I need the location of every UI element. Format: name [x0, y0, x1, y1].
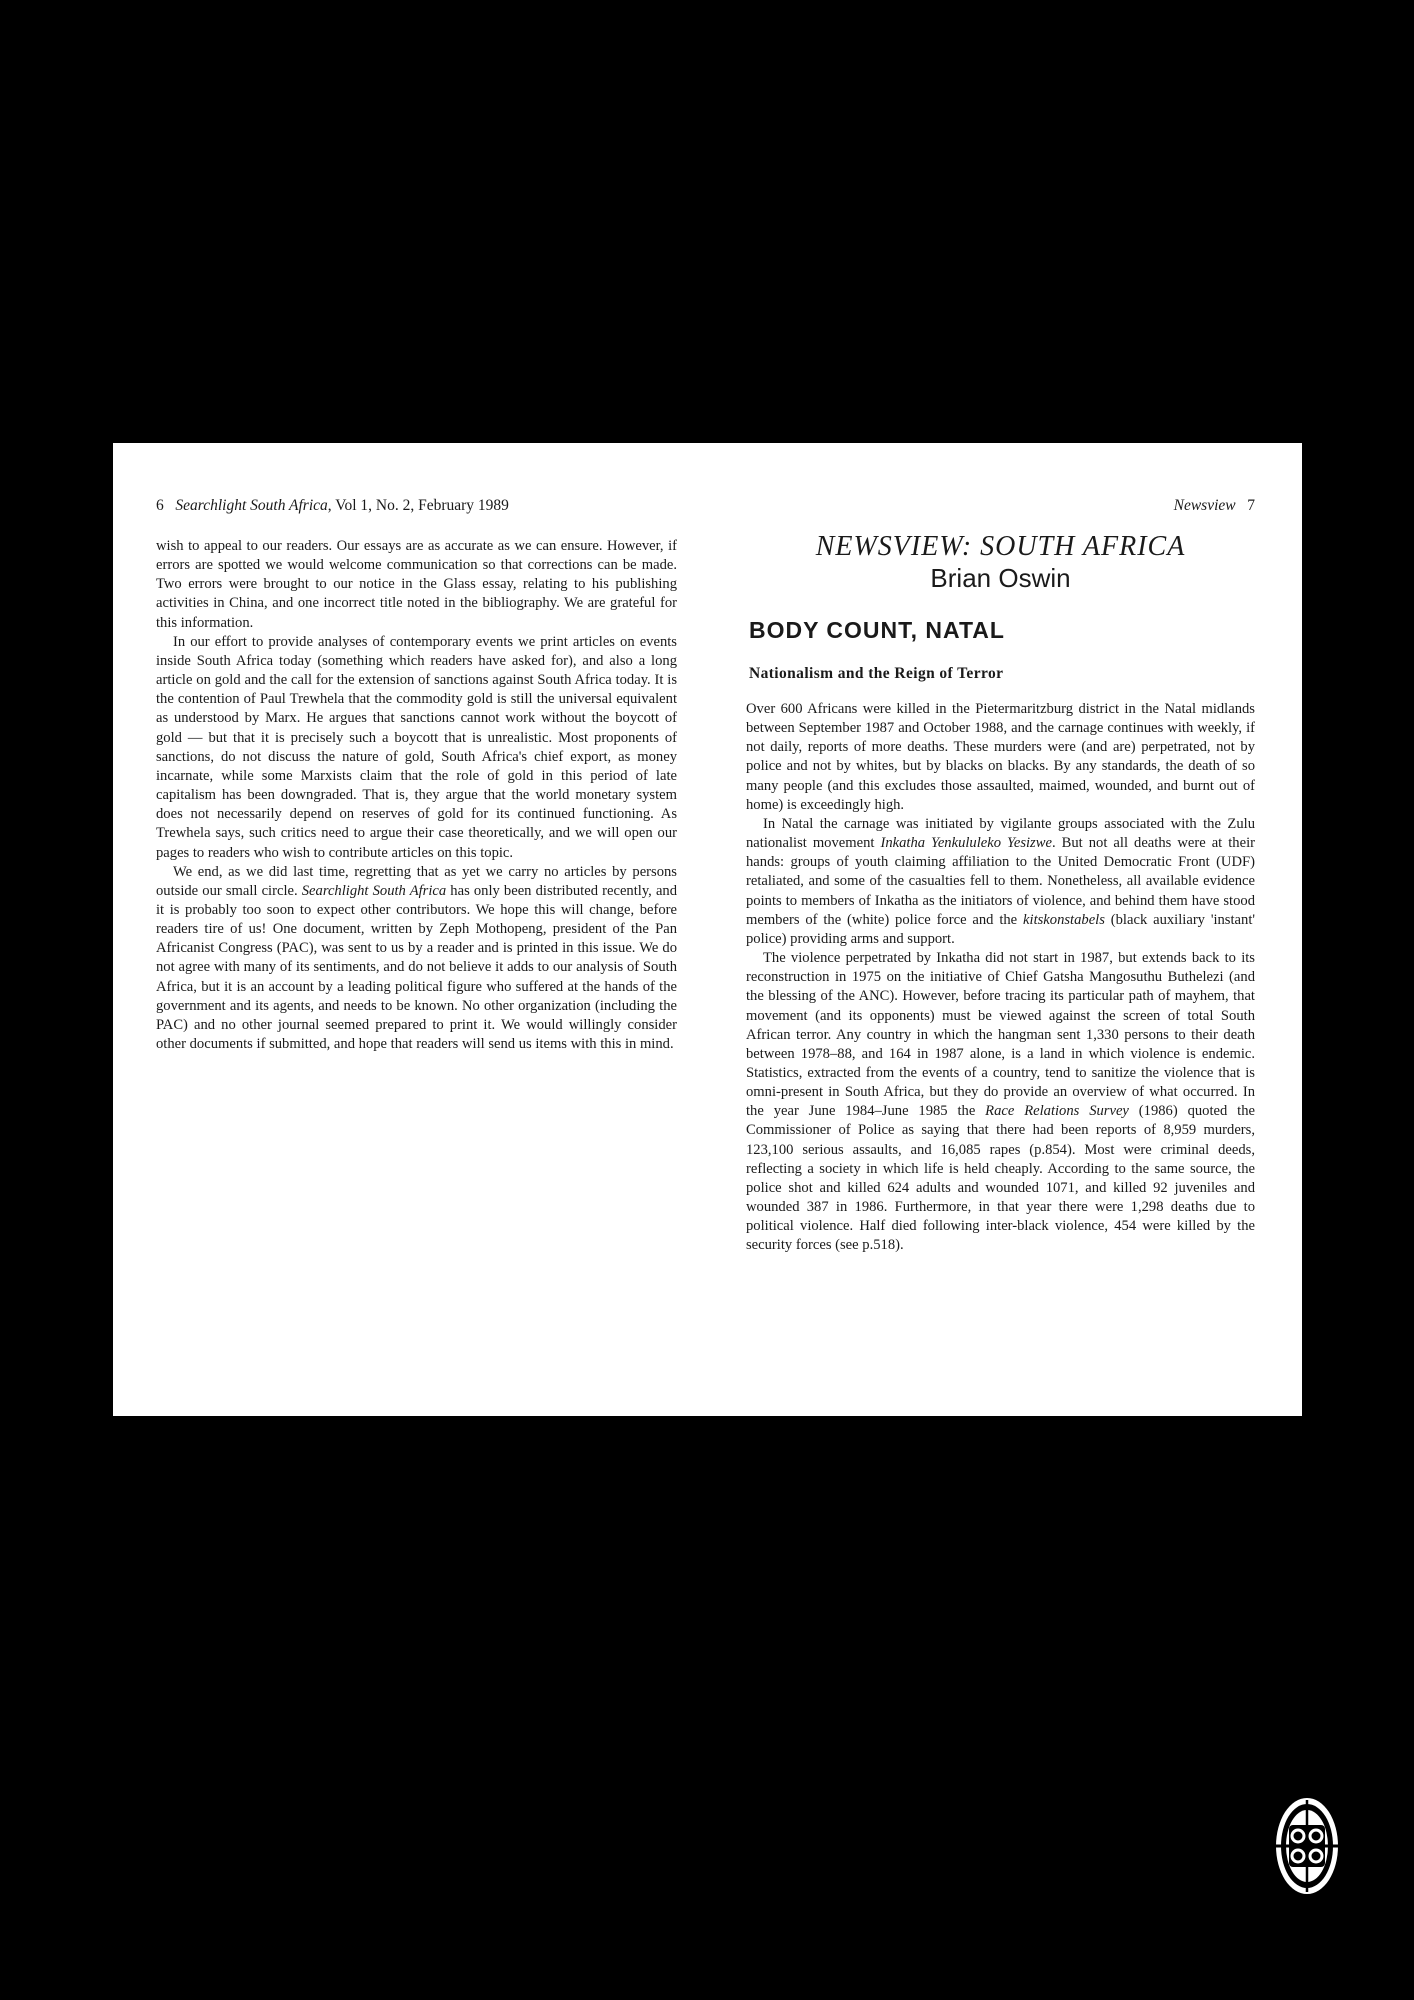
- paragraph: In Natal the carnage was initiated by vigilante groups associated with the Zulu nationalist movement Inkatha Yenkululeko Yesizwe. But not all deaths were at their hands: groups of youth claiming affiliation to the United Democratic Front (UDF) retaliated, and some of the casualties fell to them. Nonetheless, all available evidence points to members of Inkatha as the initiators of violence, and behind them have stood members of the (white) police force and the kitskonstabels (black auxiliary 'instant' police) providing arms and support.: [746, 815, 1256, 947]
- left-column-text: [156, 537, 677, 1054]
- section-subheading: Nationalism and the Reign of Terror: [749, 665, 1004, 682]
- paragraph: The violence perpetrated by Inkatha did not start in 1987, but extends back to its reconstruction in 1975 on the initiative of Chief Gatsha Mangosuthu Buthelezi (and the blessing of the ANC). However, before tracing its particular path of mayhem, that movement (and its opponents) must be viewed against the screen of total South African terror. Any country in which the hangman sent 1,330 persons to their death between 1978–88, and 164 in 1987 alone, is a land in which violence is endemic. Statistics, extracted from the events of a country, tend to sanitize the violence that is omni-present in South Africa, but they do provide an overview of what occurred. In the year June 1984–June 1985 the Race Relations Survey (1986) quoted the Commissioner of Police as saying that there had been reports of 8,959 murders, 123,100 serious assaults, and 16,085 rapes (p.854). Most were criminal deeds, reflecting a society in which life is held cheaply. According to the same source, the police shot and killed 624 adults and wounded 1071, and killed 92 juveniles and wounded 387 in 1986. Furthermore, in that year there were 1,298 deaths due to political violence. Half died following inter-black violence, 454 were killed by the security forces (see p.518).: [746, 950, 1255, 1254]
- paragraph: We end, as we did last time, regretting that as yet we carry no articles by persons outside our small circle. Searchlight South Africa has only been distributed recently, and it is probably too soon to expect other contributors. We hope this will change, before readers tire of us! One document, written by Zeph Mothopeng, president of the Pan Africanist Congress (PAC), was sent to us by a reader and is printed in this issue. We do not agree with many of its sentiments, and do not believe it adds to our analysis of South Africa, but it is an account by a leading political figure who suffered at the hands of the government and its agents, and needs to be known. No other organization (including the PAC) and no other journal seemed prepared to print it. We would willingly consider other documents if submitted, and hope that readers will send us items with this in mind.: [156, 863, 678, 1053]
- running-head-right: [1174, 497, 1255, 515]
- paragraph: Over 600 Africans were killed in the Pietermaritzburg district in the Natal midlands between September 1987 and October 1988, and the carnage continues with weekly, if not daily, reports of more deaths. These murders were (and are) perpetrated, not by police and not by whites, but by blacks on blacks. By any standards, the death of so many people (and this excludes those assaulted, maimed, wounded, and burnt out of home) is exceedingly high.: [746, 701, 1255, 813]
- article-title: NEWSVIEW: SOUTH AFRICA: [815, 531, 1186, 562]
- section-heading: BODY COUNT, NATAL: [749, 617, 1005, 643]
- journal-title: Searchlight South Africa: [175, 497, 328, 514]
- issue-info: , Vol 1, No. 2, February 1989: [327, 497, 509, 514]
- page-number-left: 6: [156, 497, 164, 514]
- paragraph: wish to appeal to our readers. Our essays are as accurate as we can ensure. However, if errors are spotted we would welcome communication so that corrections can be made. Two errors were brought to our notice in the Glass essay, relating to his publishing activities in China, and one incorrect title noted in the bibliography. We are grateful for this information.: [156, 538, 677, 631]
- book-spread: [113, 443, 1302, 1416]
- running-head-left: [156, 497, 509, 515]
- article-author: Brian Oswin: [930, 563, 1071, 593]
- right-column-text: [746, 700, 1255, 1256]
- paragraph: In our effort to provide analyses of contemporary events we print articles on events inside South Africa today (something which readers have asked for), and also a long article on gold and the call for the extension of sanctions against South Africa today. It is the contention of Paul Trewhela that the commodity gold is still the universal equivalent as understood by Marx. He argues that sanctions cannot work without the boycott of gold — but that it is precisely such a boycott that is unrealistic. Most proponents of sanctions, do not discuss the nature of gold, South Africa's chief export, as money incarnate, while some Marxists claim that the role of gold in this period of late capitalism has been downgraded. That is, they argue that the world monetary system does not necessarily depend on reserves of gold for its continued functioning. As Trewhela says, such critics need to argue their case theoretically, and we will open our pages to readers who wish to contribute articles on this topic.: [156, 633, 677, 861]
- page-number-right: 7: [1247, 497, 1255, 514]
- section-name: Newsview: [1173, 497, 1236, 514]
- digital-innovation-logo-icon: [1272, 1794, 1342, 1898]
